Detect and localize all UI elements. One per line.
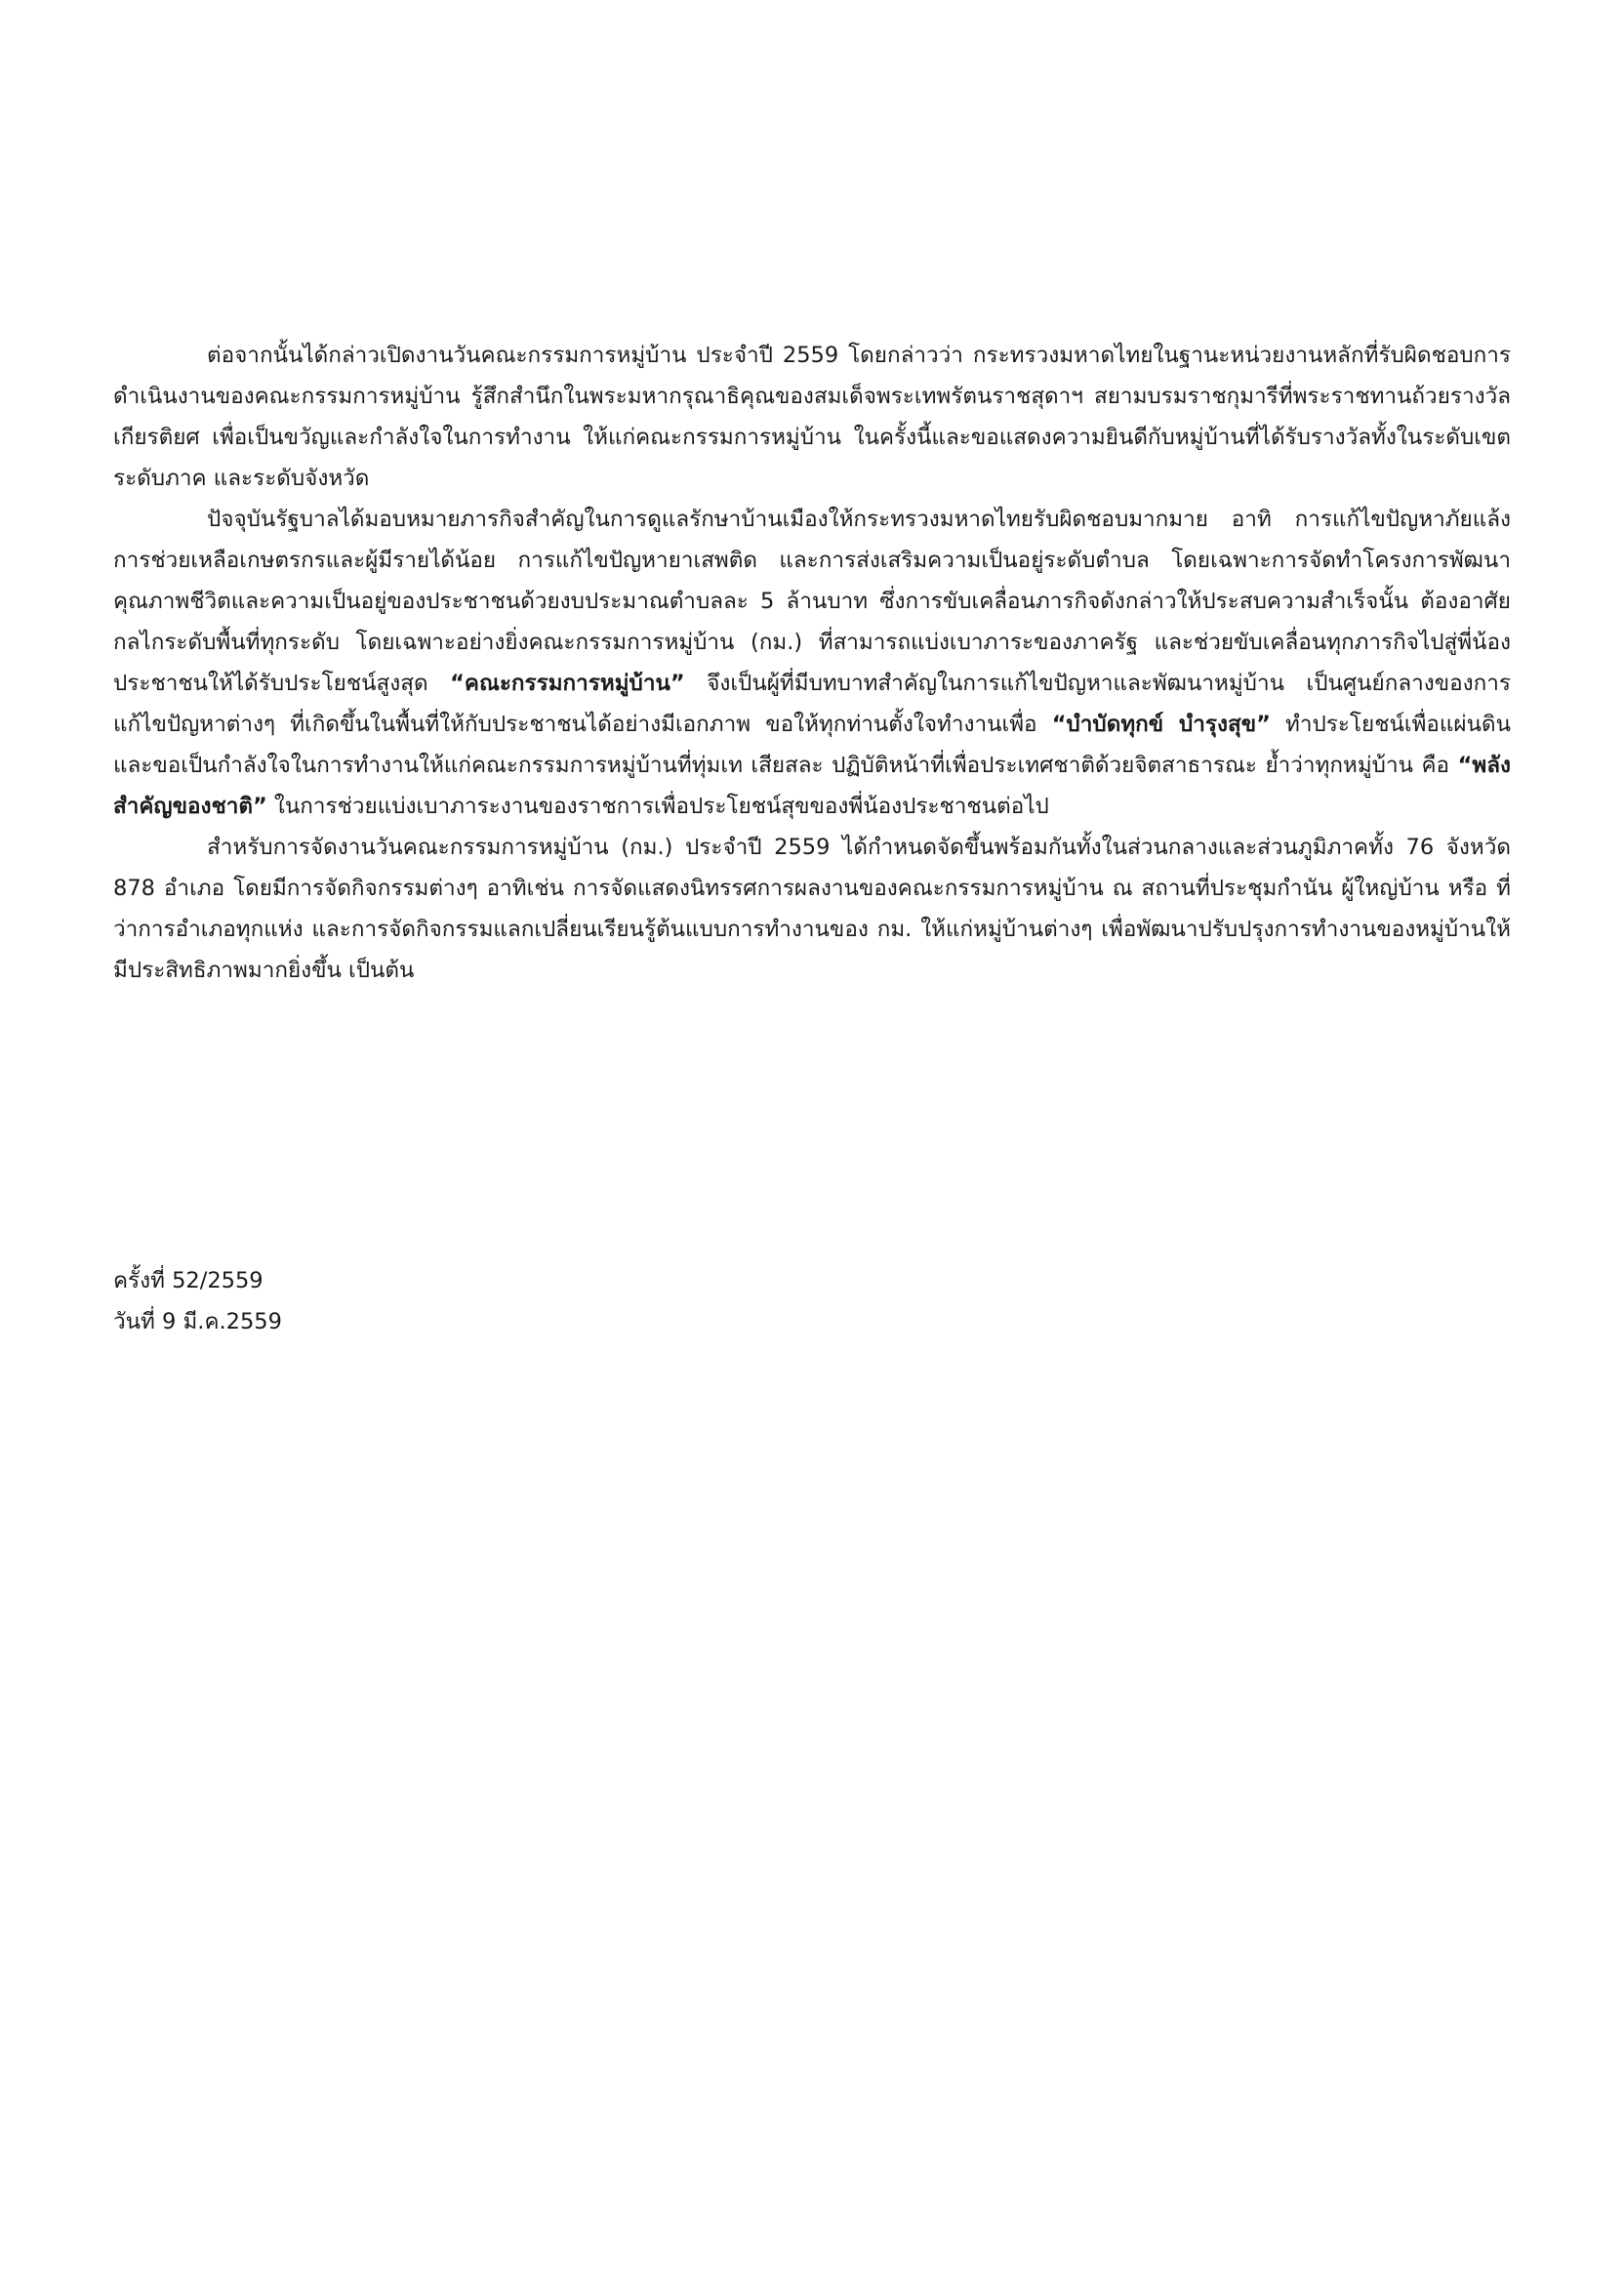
paragraph-2 <box>113 499 1511 827</box>
paragraph-2-text-d: ในการช่วยแบ่งเบาภาระงานของราชการเพื่อประโยชน์สุขของพี่น้องประชาชนต่อไป <box>266 794 1049 819</box>
paragraph-2-text-a: ปัจจุบันรัฐบาลได้มอบหมายภารกิจสำคัญในการดูแลรักษาบ้านเมืองให้กระทรวงมหาดไทยรับผิดชอบมากมาย อาทิ การแก้ไขปัญหาภัยแล้ง การช่วยเหลือเกษตรกรและผู้มีรายได้น้อย การแก้ไขปัญหายาเสพติด และการส่งเสริมความเป็นอยู่ระดับตำบล โดยเฉพาะการจัดทำโครงการพัฒนาคุณภาพชีวิตและความเป็นอยู่ของประชาชนด้วยงบประมาณตำบลละ 5 ล้านบาท ซึ่งการขับเคลื่อนภารกิจดังกล่าวให้ประสบความสำเร็จนั้น ต้องอาศัยกลไกระดับพื้นที่ทุกระดับ โดยเฉพาะอย่างยิ่งคณะกรรมการหมู่บ้าน (กม.) ที่สามารถแบ่งเบาภาระของภาครัฐ และช่วยขับเคลื่อนทุกภารกิจไปสู่พี่น้องประชาชนให้ได้รับประโยชน์สูงสุด <box>113 507 1511 696</box>
emphasis-village-committee: “คณะกรรมการหมู่บ้าน” <box>450 671 685 696</box>
paragraph-2-text-c: ทำประโยชน์เพื่อแผ่นดิน และขอเป็นกำลังใจในการทำงานให้แก่คณะกรรมการหมู่บ้านที่ทุ่มเท เสียสละ ปฏิบัติหน้าที่เพื่อประเทศชาติด้วยจิตสาธารณะ ย้ำว่าทุกหมู่บ้าน คือ <box>113 712 1511 778</box>
issue-date: วันที่ 9 มี.ค.2559 <box>113 1309 282 1334</box>
issue-number: ครั้งที่ 52/2559 <box>113 1268 264 1293</box>
paragraph-3-text: สำหรับการจัดงานวันคณะกรรมการหมู่บ้าน (กม.) ประจำปี 2559 ได้กำหนดจัดขึ้นพร้อมกันทั้งในส่วนกลางและส่วนภูมิภาคทั้ง 76 จังหวัด 878 อำเภอ โดยมีการจัดกิจกรรมต่างๆ อาทิเช่น การจัดแสดงนิทรรศการผลงานของคณะกรรมการหมู่บ้าน ณ สถานที่ประชุมกำนัน ผู้ใหญ่บ้าน หรือ ที่ว่าการอำเภอทุกแห่ง และการจัดกิจกรรมแลกเปลี่ยนเรียนรู้ต้นแบบการทำงานของ กม. ให้แก่หมู่บ้านต่างๆ เพื่อพัฒนาปรับปรุงการทำงานของหมู่บ้านให้มีประสิทธิภาพมากยิ่งขึ้น เป็นต้น <box>113 835 1511 983</box>
paragraph-1-text: ต่อจากนั้นได้กล่าวเปิดงานวันคณะกรรมการหมู่บ้าน ประจำปี 2559 โดยกล่าวว่า กระทรวงมหาดไทยในฐานะหน่วยงานหลักที่รับผิดชอบการดำเนินงานของคณะกรรมการหมู่บ้าน รู้สึกสำนึกในพระมหากรุณาธิคุณของสมเด็จพระเทพรัตนราชสุดาฯ สยามบรมราชกุมารีที่พระราชทานถ้วยรางวัลเกียรติยศ เพื่อเป็นขวัญและกำลังใจในการทำงาน ให้แก่คณะกรรมการหมู่บ้าน ในครั้งนี้และขอแสดงความยินดีกับหมู่บ้านที่ได้รับรางวัลทั้งในระดับเขต ระดับภาค และระดับจังหวัด <box>113 343 1511 491</box>
emphasis-national-power: “พลังสำคัญของชาติ” <box>113 753 1511 819</box>
paragraph-1 <box>113 335 1511 499</box>
paragraph-3 <box>113 827 1511 991</box>
emphasis-relieve-suffering: “บำบัดทุกข์ บำรุงสุข” <box>1051 712 1271 737</box>
document-footer-info <box>113 1260 282 1342</box>
document-body <box>113 335 1511 991</box>
paragraph-2-text-b: จึงเป็นผู้ที่มีบทบาทสำคัญในการแก้ไขปัญหาและพัฒนาหมู่บ้าน เป็นศูนย์กลางของการแก้ไขปัญหาต่างๆ ที่เกิดขึ้นในพื้นที่ให้กับประชาชนได้อย่างมีเอกภาพ ขอให้ทุกท่านตั้งใจทำงานเพื่อ <box>113 671 1511 737</box>
